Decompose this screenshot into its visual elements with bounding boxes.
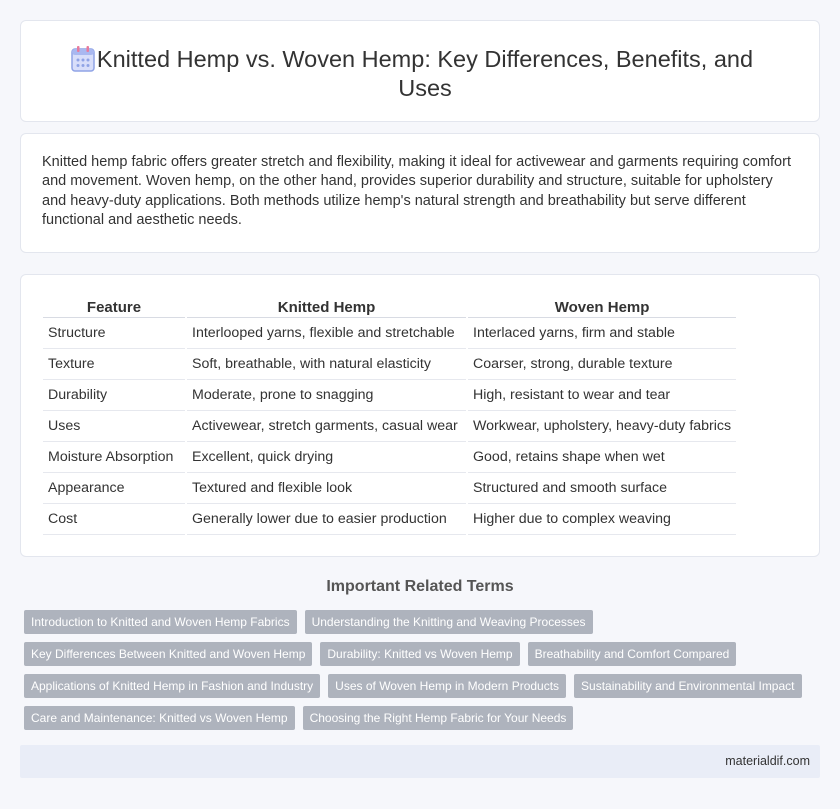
cell-feature: Cost — [43, 504, 185, 535]
related-terms-heading: Important Related Terms — [326, 578, 514, 595]
site-name[interactable]: materialdif.com — [725, 754, 810, 768]
cell-knitted: Textured and flexible look — [187, 473, 466, 504]
cell-knitted: Generally lower due to easier production — [187, 504, 466, 535]
cell-feature: Moisture Absorption — [43, 442, 185, 473]
comparison-table — [41, 295, 738, 535]
title-card — [20, 20, 820, 122]
cell-feature: Appearance — [43, 473, 185, 504]
related-term-link[interactable]: Durability: Knitted vs Woven Hemp — [320, 642, 519, 666]
header-feature: Feature — [43, 295, 185, 318]
related-term-link[interactable]: Introduction to Knitted and Woven Hemp Fabrics — [24, 610, 297, 634]
tag-row — [24, 674, 824, 706]
intro-card — [20, 133, 820, 253]
cell-woven: Good, retains shape when wet — [468, 442, 736, 473]
related-term-link[interactable]: Uses of Woven Hemp in Modern Products — [328, 674, 566, 698]
table-header-row — [43, 295, 736, 318]
table-row — [43, 411, 736, 442]
cell-feature: Texture — [43, 349, 185, 380]
tag-row — [24, 706, 824, 738]
table-row — [43, 349, 736, 380]
table-row — [43, 442, 736, 473]
cell-feature: Durability — [43, 380, 185, 411]
cell-knitted: Moderate, prone to snagging — [187, 380, 466, 411]
table-row — [43, 504, 736, 535]
tag-row — [24, 642, 824, 674]
cell-woven: Workwear, upholstery, heavy-duty fabrics — [468, 411, 736, 442]
header-woven-hemp: Woven Hemp — [468, 295, 736, 318]
intro-paragraph: Knitted hemp fabric offers greater stretch and flexibility, making it ideal for activewear and garments requiring comfort and movement. Woven hemp, on the other hand, provides superior durability and structure, suitable for upholstery and heavy-duty applications. Both methods utilize hemp's natural strength and breathability but serve different functional and aesthetic needs. — [42, 154, 791, 229]
comparison-card — [20, 274, 820, 557]
cell-feature: Uses — [43, 411, 185, 442]
footer — [20, 745, 820, 778]
cell-woven: High, resistant to wear and tear — [468, 380, 736, 411]
cell-woven: Structured and smooth surface — [468, 473, 736, 504]
table-row — [43, 380, 736, 411]
cell-feature: Structure — [43, 318, 185, 349]
cell-woven: Higher due to complex weaving — [468, 504, 736, 535]
related-term-link[interactable]: Care and Maintenance: Knitted vs Woven Hemp — [24, 706, 295, 730]
related-terms-list — [24, 610, 824, 738]
page-title: Knitted Hemp vs. Woven Hemp: Key Differences, Benefits, and Uses — [96, 46, 754, 101]
cell-knitted: Excellent, quick drying — [187, 442, 466, 473]
cell-knitted: Soft, breathable, with natural elasticity — [187, 349, 466, 380]
header-knitted-hemp: Knitted Hemp — [187, 295, 466, 318]
cell-knitted: Activewear, stretch garments, casual wear — [187, 411, 466, 442]
cell-knitted: Interlooped yarns, flexible and stretchable — [187, 318, 466, 349]
tag-row — [24, 610, 824, 642]
related-term-link[interactable]: Key Differences Between Knitted and Woven Hemp — [24, 642, 312, 666]
cell-woven: Interlaced yarns, firm and stable — [468, 318, 736, 349]
cell-woven: Coarser, strong, durable texture — [468, 349, 736, 380]
table-row — [43, 318, 736, 349]
related-term-link[interactable]: Choosing the Right Hemp Fabric for Your Needs — [303, 706, 574, 730]
related-term-link[interactable]: Sustainability and Environmental Impact — [574, 674, 801, 698]
table-row — [43, 473, 736, 504]
related-term-link[interactable]: Understanding the Knitting and Weaving Processes — [305, 610, 593, 634]
related-term-link[interactable]: Breathability and Comfort Compared — [528, 642, 737, 666]
related-term-link[interactable]: Applications of Knitted Hemp in Fashion and Industry — [24, 674, 320, 698]
